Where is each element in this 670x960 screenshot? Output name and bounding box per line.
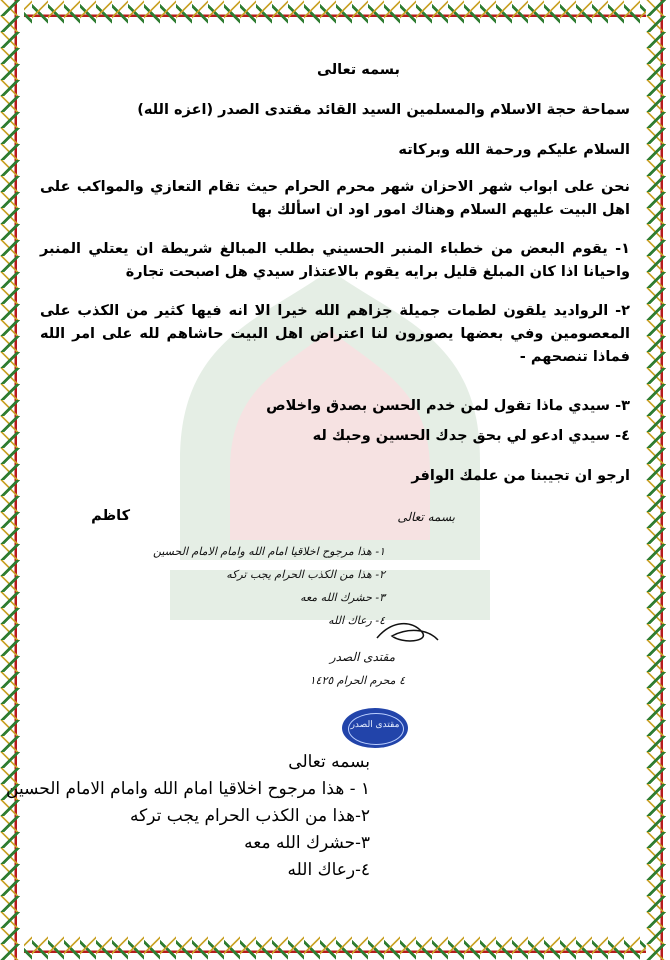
typed-answer-2: ٢-هذا من الكذب الحرام يجب تركه — [129, 806, 370, 826]
handwritten-answer-1: ١- هذا مرجوح اخلاقيا امام الله وامام الامام الحسين — [152, 545, 385, 558]
decorative-border-left — [0, 0, 24, 960]
greeting-line: السلام عليكم ورحمة الله وبركاته — [398, 142, 630, 158]
question-2: ٢- الروادید يلقون لطمات جميلة جزاهم الله خيرا الا انه فيها كثير من الكذب على المعصومين وفي بعضها يصورون لنا اعتراض اهل البيت حاشاهم لله على امر الله فماذا تنصحهم - — [40, 303, 630, 365]
decorative-border-right — [646, 0, 670, 960]
signature-scribble-icon — [372, 618, 442, 648]
handwritten-date: ٤ محرم الحرام ١٤٢٥ — [309, 674, 405, 687]
decorative-border-bottom — [0, 936, 670, 960]
decorative-border-top — [0, 0, 670, 24]
addressee-line: سماحة حجة الاسلام والمسلمين السيد القائد مقتدى الصدر (اعزه الله) — [137, 102, 630, 118]
handwritten-answer-3: ٣- حشرك الله معه — [300, 591, 385, 604]
typed-answer-3: ٣-حشرك الله معه — [244, 833, 370, 853]
basmala-heading: بسمه تعالى — [317, 62, 400, 78]
typed-basmala: بسمه تعالى — [288, 752, 370, 772]
typed-answer-1: ١ - هذا مرجوح اخلاقيا امام الله وامام الامام الحسين — [6, 779, 370, 799]
handwritten-signer-name: مقتدى الصدر — [329, 650, 395, 664]
official-stamp — [342, 708, 408, 748]
typed-answer-4: ٤-رعاك الله — [287, 860, 370, 880]
stamp-text: مقتدى الصدر — [350, 720, 400, 730]
intro-paragraph: نحن على ابواب شهر الاحزان شهر محرم الحرام حيث تقام التعازي والمواكب على اهل البيت عليهم السلام وهناك امور اود ان اسألك بها — [40, 179, 630, 218]
closing-line: ارجو ان تجيبنا من علمك الوافر — [411, 468, 630, 484]
question-3: ٣- سيدي ماذا تقول لمن خدم الحسن بصدق واخلاص — [266, 398, 630, 414]
sender-signature: كاظم — [91, 508, 130, 524]
question-4: ٤- سيدي ادعو لي بحق جدك الحسين وحبك له — [312, 428, 630, 444]
question-1: ١- يقوم البعض من خطباء المنبر الحسيني بطلب المبالغ شريطة ان يعتلي المنبر واحيانا اذا كان المبلغ قليل برايه يقوم بالاعتذار سيدي هل اصبحت تجارة — [40, 241, 630, 280]
handwritten-answer-2: ٢- هذا من الكذب الحرام يجب تركه — [226, 568, 385, 581]
handwritten-basmala: بسمه تعالى — [397, 510, 455, 524]
handwritten-answer-4: ٤- رعاك الله — [328, 614, 385, 627]
